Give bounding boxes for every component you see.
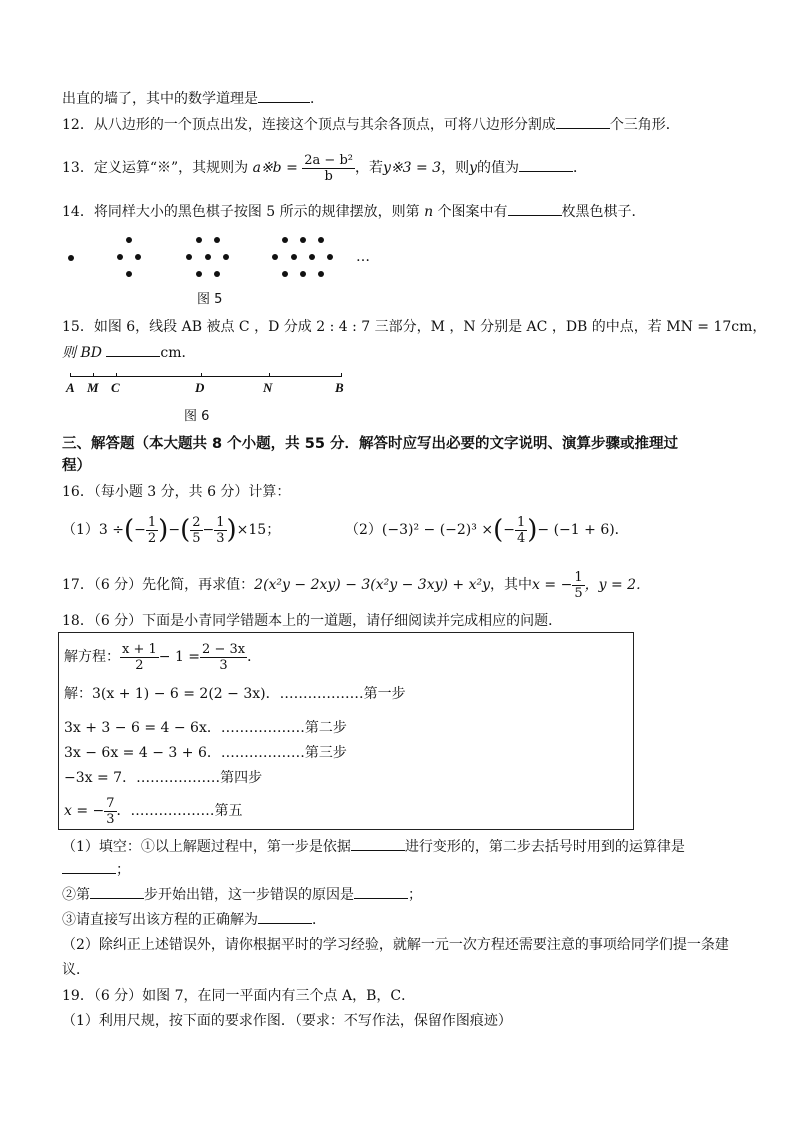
chess-piece bbox=[318, 237, 324, 243]
tick bbox=[116, 373, 117, 377]
tick bbox=[93, 373, 94, 377]
chess-piece bbox=[282, 271, 288, 277]
box-equation: 解方程： $\frac{x + 1}{2}$ − 1 = $\frac{2 - 3x}{3}$ ． bbox=[64, 641, 262, 673]
tick bbox=[269, 373, 270, 377]
right-paren: ) bbox=[158, 515, 169, 545]
fraction: $\frac{2 - 3x}{3}$ bbox=[202, 641, 246, 673]
answer-blank[interactable] bbox=[62, 861, 116, 874]
point-b-label: B bbox=[335, 380, 344, 395]
fraction: $\frac{1}{3}$ bbox=[216, 514, 225, 546]
point-n-label: N bbox=[263, 380, 273, 395]
fraction: $\frac{2}{5}$ bbox=[192, 514, 201, 546]
left-paren: ( bbox=[124, 515, 135, 545]
question-19-part-1: （1）利用尺规，按下面的要求作图．（要求：不写作法，保留作图痕迹） bbox=[62, 1013, 512, 1029]
chess-piece bbox=[186, 254, 192, 260]
right-paren: ) bbox=[527, 515, 538, 545]
question-16-title: 16．（每小题 3 分，共 6 分）计算： bbox=[62, 484, 291, 500]
left-paren: ( bbox=[180, 515, 191, 545]
question-16-part2: （2）(−3)² − (−2)³ ×(− $\frac{1}{4}$ )− (−1 + 6)． bbox=[345, 514, 629, 546]
segment-ab bbox=[70, 376, 342, 377]
q13-fraction: $\frac{\text{2a − b²}}{b}$ bbox=[304, 152, 353, 184]
chess-piece bbox=[196, 237, 202, 243]
fraction: $\frac{x + 1}{2}$ bbox=[122, 641, 157, 673]
question-16-part1: （1）3 ÷(− $\frac{1}{2}$ )−( $\frac{2}{5}$ − $\frac{1}{3}$ )×15； bbox=[62, 514, 281, 546]
section-3-heading: 三、解答题（本大题共 8 个小题，共 55 分．解答时应写出必要的文字说明、演算步骤或推理过 bbox=[62, 436, 678, 452]
answer-blank[interactable] bbox=[556, 116, 610, 129]
chess-piece bbox=[291, 254, 297, 260]
ellipsis: … bbox=[356, 249, 370, 265]
figure-5-caption: 图 5 bbox=[197, 292, 223, 307]
q18-fill-1-cont: ； bbox=[62, 861, 130, 879]
point-c-label: C bbox=[111, 380, 120, 395]
answer-blank[interactable] bbox=[258, 90, 310, 103]
answer-blank[interactable] bbox=[508, 203, 562, 216]
point-a-label: A bbox=[66, 380, 75, 395]
question-19-title: 19．（6 分）如图 7，在同一平面内有三个点 A，B，C． bbox=[62, 988, 416, 1004]
question-17: 17．（6 分）先化简，再求值：2(x²y − 2xy) − 3(x²y − 3xy) + x²y，其中x = − $\frac{1}{5}$ ，y = 2． bbox=[62, 569, 651, 601]
chess-piece bbox=[300, 271, 306, 277]
answer-blank[interactable] bbox=[354, 886, 408, 899]
chess-piece bbox=[126, 237, 132, 243]
question-15-line2: 则 BD cm． bbox=[62, 345, 196, 361]
answer-blank[interactable] bbox=[351, 838, 405, 851]
tick bbox=[70, 373, 71, 377]
q18-part-2: （2）除纠正上述错误外，请你根据平时的学习经验，就解一元一次方程还需要注意的事项给同学们提一条建 bbox=[62, 937, 729, 953]
section-3-heading-cont: 程） bbox=[62, 458, 91, 474]
step-4: −3x = 7．………………第四步 bbox=[64, 770, 263, 786]
chess-piece bbox=[309, 254, 315, 260]
fraction: $\frac{1}{5}$ bbox=[574, 569, 583, 601]
question-14: 14．将同样大小的黑色棋子按图 5 所示的规律摆放，则第 n 个图案中有 枚黑色棋子． bbox=[62, 204, 646, 220]
chess-piece bbox=[327, 254, 333, 260]
chess-piece bbox=[135, 254, 141, 260]
step-5: x = − $\frac{7}{3}$ ．………………第五 bbox=[64, 795, 243, 827]
chess-piece bbox=[214, 237, 220, 243]
answer-blank[interactable] bbox=[258, 911, 312, 924]
chess-piece bbox=[300, 237, 306, 243]
tick bbox=[201, 373, 202, 377]
q18-part-2-cont: 议． bbox=[62, 962, 90, 978]
question-13: 13．定义运算“※”，其规则为 a※b = $\frac{\text{2a − b²}}{b}$ ，若y※3 = 3，则y的值为 ． bbox=[62, 152, 588, 184]
question-15-line1: 15．如图 6，线段 AB 被点 C ，D 分成 2 : 4 : 7 三部分，M ，N 分别是 AC ，DB 的中点，若 MN = 17cm， bbox=[62, 319, 767, 335]
fraction: $\frac{1}{2}$ bbox=[147, 514, 157, 546]
step-3: 3x − 6x = 4 − 3 + 6．………………第三步 bbox=[64, 745, 347, 761]
chess-piece bbox=[282, 237, 288, 243]
chess-piece bbox=[318, 271, 324, 277]
point-m-label: M bbox=[87, 380, 99, 395]
chess-piece bbox=[214, 271, 220, 277]
answer-blank[interactable] bbox=[90, 886, 144, 899]
chess-piece bbox=[272, 254, 278, 260]
answer-blank[interactable] bbox=[519, 159, 573, 172]
chess-piece bbox=[223, 254, 229, 260]
figure-6-caption: 图 6 bbox=[184, 409, 210, 424]
point-d-label: D bbox=[195, 380, 205, 395]
chess-piece bbox=[126, 271, 132, 277]
left-paren: ( bbox=[493, 515, 504, 545]
chess-piece bbox=[68, 255, 74, 261]
question-12: 12．从八边形的一个顶点出发，连接这个顶点与其余各顶点，可将八边形分割成 个三角形． bbox=[62, 117, 680, 133]
step-2: 3x + 3 − 6 = 4 − 6x．………………第二步 bbox=[64, 720, 347, 736]
question-18-title: 18．（6 分）下面是小青同学错题本上的一道题，请仔细阅读并完成相应的问题． bbox=[62, 613, 563, 629]
q18-fill-3: ③请直接写出该方程的正确解为 ． bbox=[62, 912, 326, 928]
tick bbox=[341, 373, 342, 377]
step-1: 解：3(x + 1) − 6 = 2(2 − 3x)．………………第一步 bbox=[64, 686, 406, 702]
fraction: $\frac{7}{3}$ bbox=[106, 795, 115, 827]
right-paren: ) bbox=[226, 515, 237, 545]
chess-piece bbox=[196, 271, 202, 277]
q18-fill-1: （1）填空：①以上解题过程中，第一步是依据 进行变形的，第二步去括号时用到的运算律是 bbox=[62, 839, 685, 855]
answer-blank[interactable] bbox=[106, 344, 160, 357]
chess-piece bbox=[117, 254, 123, 260]
fraction: $\frac{1}{4}$ bbox=[516, 514, 526, 546]
q18-fill-2: ②第 步开始出错，这一步错误的原因是 ； bbox=[62, 887, 422, 903]
chess-piece bbox=[205, 254, 211, 260]
q11-tail: 出直的墙了，其中的数学道理是 ． bbox=[62, 91, 324, 107]
